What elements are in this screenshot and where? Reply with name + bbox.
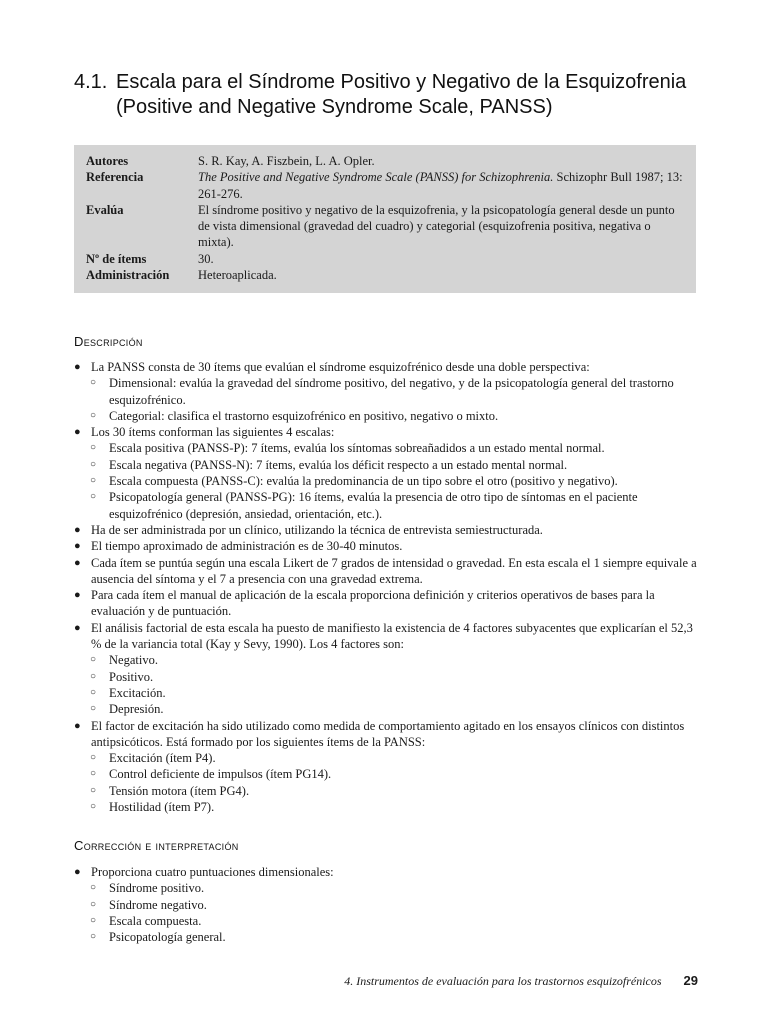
info-label: Evalúa: [86, 202, 124, 217]
open-bullet-icon: ○: [90, 442, 97, 454]
open-bullet-icon: ○: [90, 914, 97, 926]
open-bullet-icon: ○: [90, 670, 97, 682]
info-row-items: [86, 251, 684, 267]
section-heading-correccion: Corrección e interpretación: [74, 838, 239, 853]
open-bullet-icon: ○: [90, 377, 97, 389]
section-number: 4.1.: [74, 71, 108, 93]
sub-list-item: ○ Psicopatología general (PANSS-PG): 16 ítems, evalúa la presencia de otro tipo de síntomas en el paciente esquizofrénico (depresión, ansiedad, orientación, etc.).: [90, 490, 638, 521]
info-row-administracion: [86, 267, 684, 283]
bullet-icon: ●: [74, 621, 81, 634]
bullet-icon: ●: [74, 556, 81, 569]
title-line-1: Escala para el Síndrome Positivo y Negativo de la Esquizofrenia: [116, 71, 687, 93]
info-label: Autores: [86, 154, 129, 168]
bullet-icon: ●: [74, 540, 81, 553]
correccion-list: [74, 864, 698, 945]
info-value: El síndrome positivo y negativo de la esquizofrenia, y la psicopatología general desde un punto de vista dimensional (gravedad del cuadro) y categorial (esquizofrenia positiva, negativa o mixta).: [198, 202, 675, 250]
sub-list-item: ○ Tensión motora (ítem PG4).: [90, 783, 250, 798]
page-number: 29: [683, 973, 698, 988]
section-heading-descripcion: Descripción: [74, 334, 143, 349]
sub-list-item: ○ Negativo.: [90, 653, 158, 668]
reference-title: The Positive and Negative Syndrome Scale (PANSS) for Schizophrenia.: [198, 170, 554, 185]
list-item: ● El análisis factorial de esta escala ha puesto de manifiesto la existencia de 4 factores subyacentes que explicarían el 52,3 % de la variancia total (Kay y Sevy, 1990). Los 4 factores son:: [74, 620, 693, 652]
sub-list-item: ○ Escala compuesta (PANSS-C): evalúa la predominancia de un tipo sobre el otro (positivo y negativo).: [90, 474, 618, 489]
sub-list-item: ○ Hostilidad (ítem P7).: [90, 800, 215, 815]
open-bullet-icon: ○: [90, 475, 97, 487]
sub-list-item: ○ Escala negativa (PANSS-N): 7 ítems, evalúa los déficit respecto a un estado mental normal.: [90, 457, 568, 472]
sub-list-item: ○ Categorial: clasifica el trastorno esquizofrénico en positivo, negativo o mixto.: [90, 408, 499, 423]
open-bullet-icon: ○: [90, 654, 97, 666]
reference-source: Schizophr Bull 1987; 13: 261-276.: [198, 170, 683, 201]
bullet-icon: ●: [74, 589, 81, 602]
info-label: Nº de ítems: [86, 251, 147, 266]
bullet-icon: ●: [74, 361, 81, 373]
sub-list-item: ○ Depresión.: [90, 702, 164, 717]
footer-chapter-title: 4. Instrumentos de evaluación para los trastornos esquizofrénicos: [344, 974, 662, 988]
info-label: Referencia: [86, 170, 144, 185]
descripcion-list: [74, 359, 698, 815]
open-bullet-icon: ○: [90, 491, 97, 503]
sub-list-item: ○ Escala positiva (PANSS-P): 7 ítems, evalúa los síntomas sobreañadidos a un estado mental normal.: [90, 441, 605, 456]
info-box: [74, 145, 696, 293]
sub-list-item: ○ Psicopatología general.: [90, 930, 226, 945]
bullet-icon: ●: [74, 523, 81, 536]
bullet-icon: ●: [74, 719, 81, 732]
open-bullet-icon: ○: [90, 686, 97, 698]
sub-list-item: ○ Excitación (ítem P4).: [90, 751, 216, 766]
list-item: ● Los 30 ítems conforman las siguientes 4 escalas:: [74, 425, 335, 440]
list-item: ● Ha de ser administrada por un clínico, utilizando la técnica de entrevista semiestructurada.: [74, 522, 543, 537]
sub-list-item: ○ Excitación.: [90, 685, 166, 700]
sub-list-item: ○ Escala compuesta.: [90, 913, 202, 928]
list-item: ● El factor de excitación ha sido utilizado como medida de comportamiento agitado en los ensayos clínicos con distintos antipsicóticos. Está formado por los siguientes ítems de la PANSS:: [74, 718, 685, 749]
open-bullet-icon: ○: [90, 882, 97, 894]
info-value: 30.: [198, 251, 214, 266]
open-bullet-icon: ○: [90, 409, 97, 421]
sub-list-item: ○ Síndrome positivo.: [90, 881, 205, 896]
open-bullet-icon: ○: [90, 768, 97, 780]
list-item: ● El tiempo aproximado de administración es de 30-40 minutos.: [74, 539, 403, 554]
bullet-icon: ●: [74, 866, 81, 878]
open-bullet-icon: ○: [90, 784, 97, 796]
sub-list-item: ○ Dimensional: evalúa la gravedad del síndrome positivo, del negativo, y de la psicopatología general del trastorno esquizofrénico.: [90, 376, 674, 407]
open-bullet-icon: ○: [90, 752, 97, 764]
page-footer: [344, 973, 698, 989]
info-value: S. R. Kay, A. Fiszbein, L. A. Opler.: [198, 154, 375, 168]
info-value: [198, 169, 684, 202]
list-item: ● Cada ítem se puntúa según una escala Likert de 7 grados de intensidad o gravedad. En esta escala el 1 siempre equivale a ausencia del síntoma y el 7 a presencia con una gravedad extrema.: [74, 555, 697, 586]
info-row-referencia: [86, 169, 684, 202]
open-bullet-icon: ○: [90, 898, 97, 910]
info-row-autores: [86, 153, 684, 169]
sub-list-item: ○ Control deficiente de impulsos (ítem PG14).: [90, 767, 332, 782]
sub-list-item: ○ Positivo.: [90, 669, 154, 684]
open-bullet-icon: ○: [90, 931, 97, 943]
title-line-2: (Positive and Negative Syndrome Scale, PANSS): [116, 96, 553, 118]
sub-list-item: ○ Síndrome negativo.: [90, 897, 207, 912]
page-title: [74, 70, 714, 120]
open-bullet-icon: ○: [90, 458, 97, 470]
open-bullet-icon: ○: [90, 703, 97, 715]
info-label: Administración: [86, 268, 170, 283]
list-item: ● Para cada ítem el manual de aplicación de la escala proporciona definición y criterios operativos de bases para la evaluación y de puntuación.: [74, 588, 655, 619]
open-bullet-icon: ○: [90, 801, 97, 813]
info-row-evalua: [86, 202, 684, 251]
list-item: ● Proporciona cuatro puntuaciones dimensionales:: [74, 865, 334, 879]
list-item: ● La PANSS consta de 30 ítems que evalúan el síndrome esquizofrénico desde una doble perspectiva:: [74, 360, 590, 374]
info-value: Heteroaplicada.: [198, 268, 277, 283]
bullet-icon: ●: [74, 426, 81, 439]
